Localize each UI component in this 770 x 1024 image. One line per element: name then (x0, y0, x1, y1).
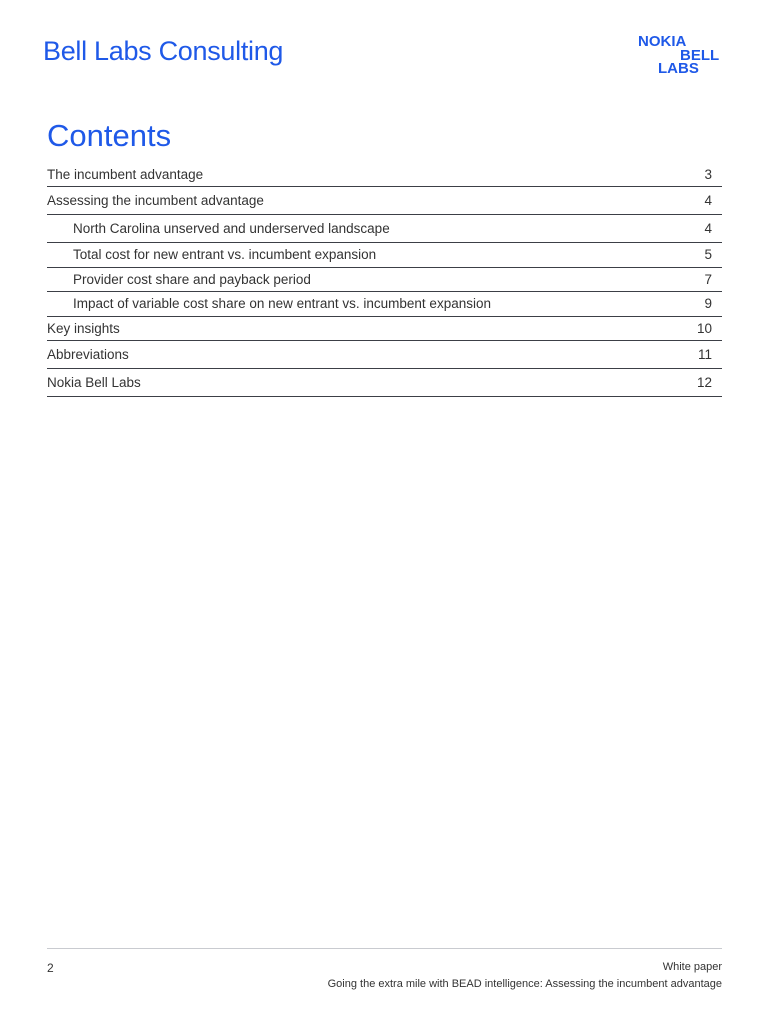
toc-entry-label: Provider cost share and payback period (73, 271, 311, 287)
toc-entry-incumbent-advantage[interactable] (47, 162, 722, 187)
toc-entry-label: The incumbent advantage (47, 166, 204, 182)
toc-subentry-variable-cost[interactable] (47, 292, 722, 317)
footer-info (328, 959, 722, 993)
toc-subentry-total-cost[interactable] (47, 243, 722, 268)
toc-subentry-north-carolina[interactable] (47, 215, 722, 243)
toc-subentry-provider-cost[interactable] (47, 268, 722, 293)
toc-entry-key-insights[interactable] (47, 317, 722, 342)
table-of-contents (47, 162, 722, 397)
toc-entry-assessing[interactable] (47, 187, 722, 215)
footer-divider (47, 948, 722, 949)
page-number: 2 (47, 961, 54, 975)
toc-entry-abbreviations[interactable] (47, 341, 722, 369)
brand-title: Bell Labs Consulting (43, 36, 284, 66)
contents-heading: Contents (47, 118, 172, 153)
toc-entry-label: Total cost for new entrant vs. incumbent expansion (73, 247, 377, 263)
toc-entry-label: Key insights (47, 320, 120, 336)
nokia-bell-labs-logo (636, 31, 724, 75)
toc-entry-label: North Carolina unserved and underserved landscape (73, 221, 390, 236)
toc-entry-page: 10 (696, 320, 712, 336)
toc-entry-page: 5 (704, 247, 712, 263)
footer-doc-type: White paper (662, 961, 722, 973)
toc-entry-nokia-bell-labs[interactable] (47, 369, 722, 397)
toc-entry-page: 4 (704, 193, 712, 208)
toc-entry-page: 4 (704, 221, 712, 236)
toc-entry-label: Assessing the incumbent advantage (47, 193, 264, 208)
toc-entry-page: 11 (697, 347, 712, 362)
toc-entry-label: Abbreviations (47, 347, 129, 362)
toc-entry-page: 3 (704, 166, 712, 182)
footer-doc-title: Going the extra mile with BEAD intelligence: Assessing the incumbent advantage (327, 978, 722, 990)
toc-entry-label: Impact of variable cost share on new entrant vs. incumbent expansion (73, 296, 491, 312)
toc-entry-page: 7 (704, 271, 712, 287)
toc-entry-label: Nokia Bell Labs (47, 375, 141, 390)
toc-entry-page: 12 (696, 375, 712, 390)
logo-line-nokia: NOKIA (638, 33, 687, 50)
toc-entry-page: 9 (704, 296, 712, 312)
logo-line-bell: BELL (680, 47, 720, 64)
logo-line-labs: LABS (658, 60, 699, 75)
